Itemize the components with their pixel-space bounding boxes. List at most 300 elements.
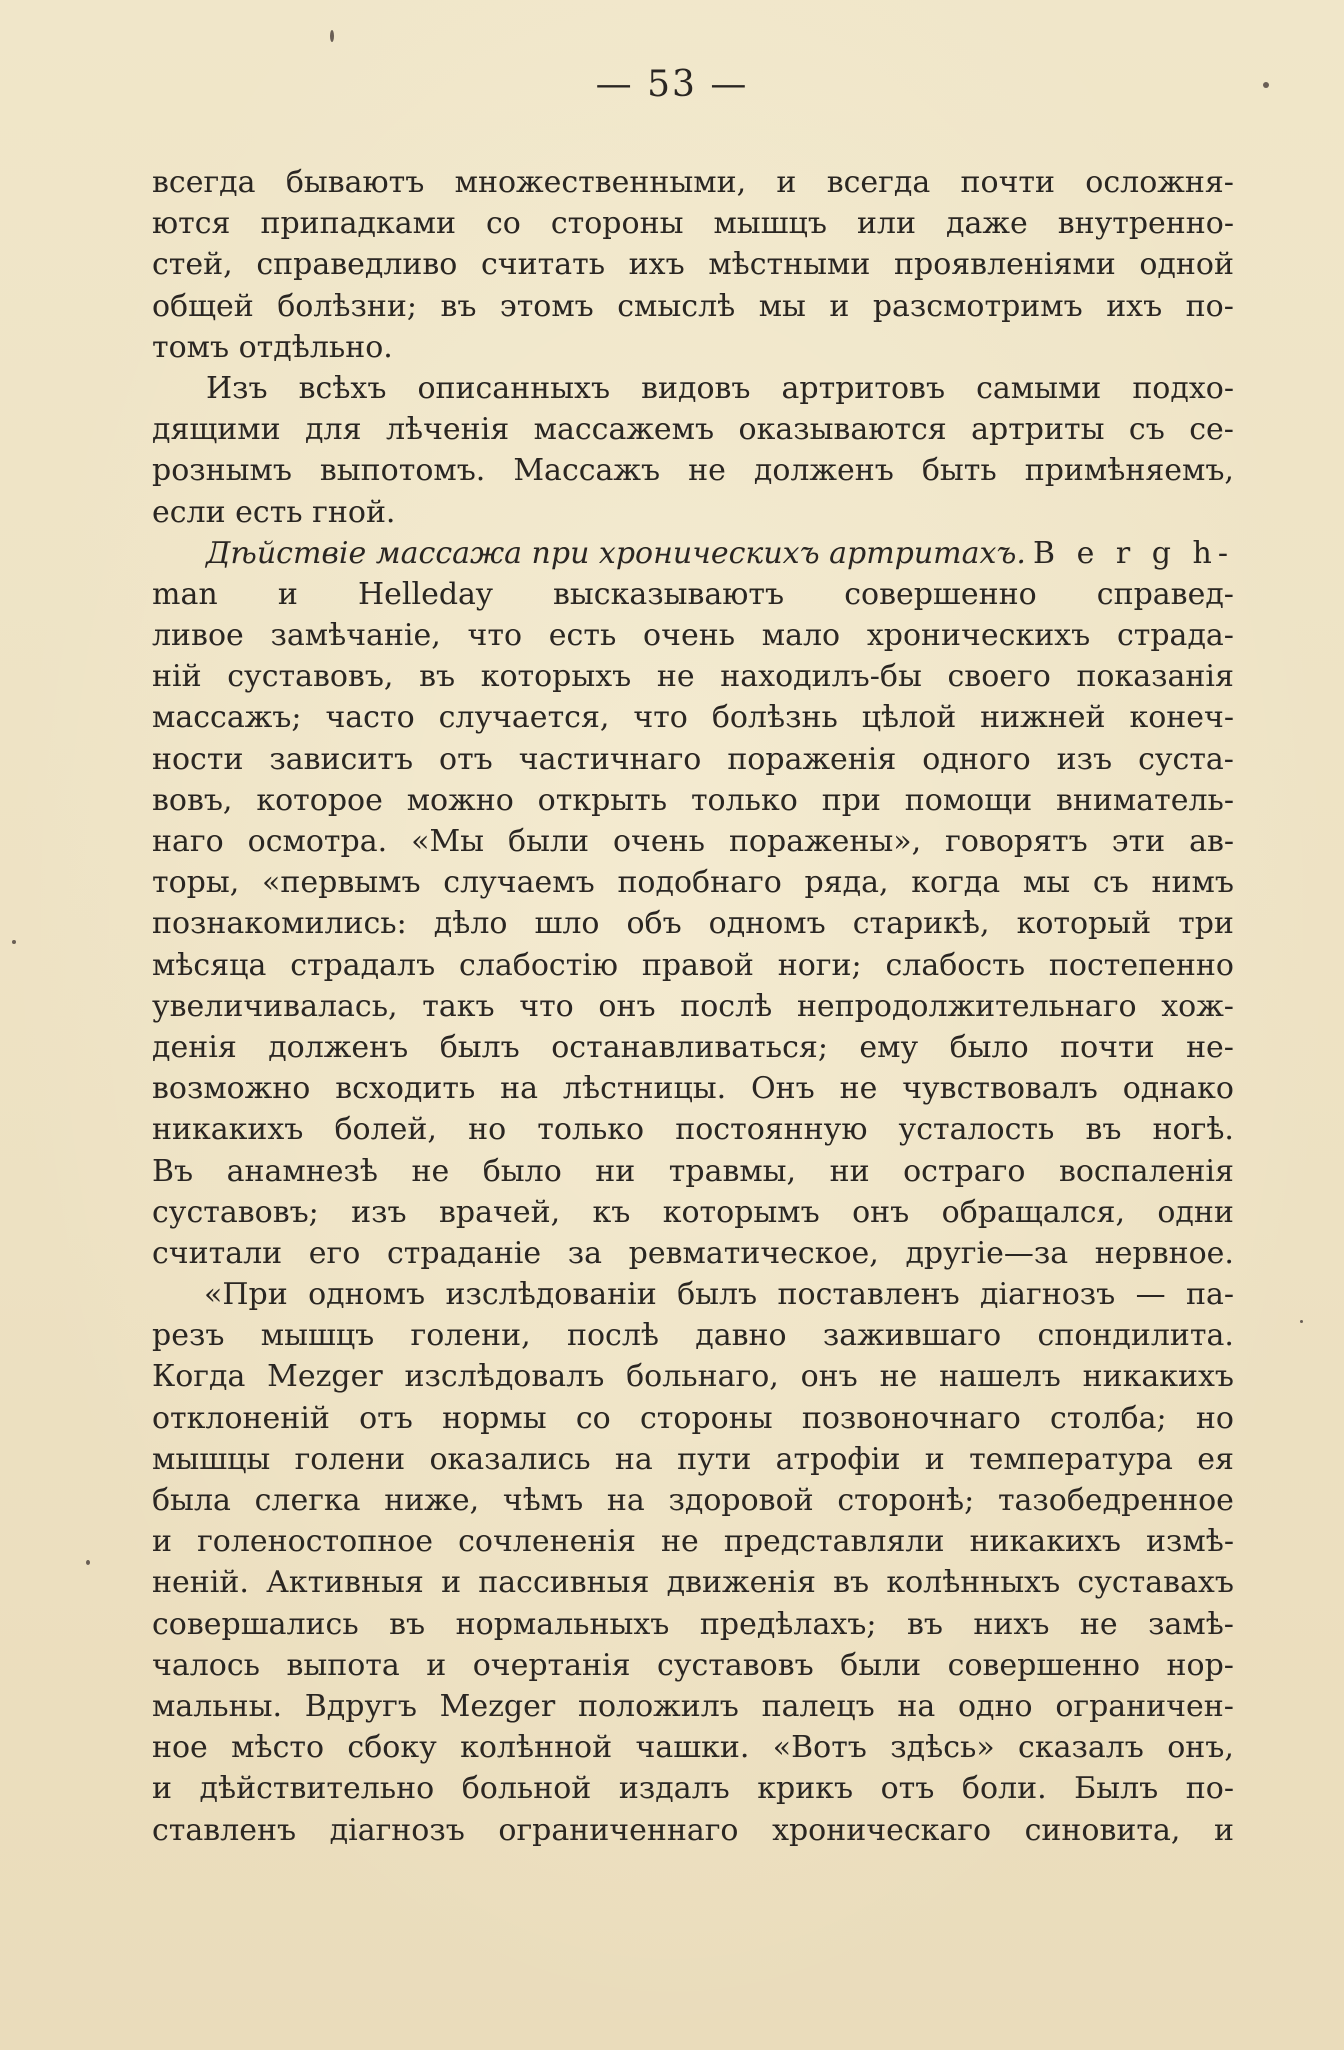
word: рознымъ <box>152 453 292 489</box>
word: Mezger <box>439 1688 556 1724</box>
word: движенія <box>666 1565 816 1601</box>
word: вовъ, <box>152 782 233 818</box>
word: всегда <box>152 165 256 200</box>
word: такъ <box>422 988 495 1024</box>
word: крикъ <box>757 1771 854 1807</box>
word: поставленъ <box>777 1277 960 1313</box>
word: ности <box>152 741 244 777</box>
word: ставленъ <box>152 1812 297 1848</box>
word: не <box>660 1524 699 1560</box>
word: совершались <box>152 1606 359 1642</box>
ink-speck <box>86 1560 90 1565</box>
text-line <box>152 903 1234 944</box>
word: зависитъ <box>269 741 414 777</box>
word: нормы <box>442 1400 547 1436</box>
word: въ <box>833 1565 870 1601</box>
word: частичнаго <box>518 741 702 777</box>
word: осмотра. <box>247 824 388 859</box>
word: со <box>485 206 521 242</box>
word: сказалъ <box>1018 1730 1144 1766</box>
word: изслѣдовалъ <box>404 1359 605 1395</box>
word: ему <box>859 1029 919 1065</box>
text-line <box>152 780 1234 821</box>
word: боли. <box>961 1771 1047 1807</box>
word: одной <box>1139 247 1234 283</box>
word: помощи <box>904 782 1033 818</box>
word: здѣсь» <box>890 1730 995 1766</box>
word: была <box>152 1483 231 1518</box>
word: очень <box>643 618 736 654</box>
word: которыхъ <box>480 659 632 695</box>
word: цѣлой <box>861 700 957 736</box>
word: примѣняемъ, <box>1024 453 1234 489</box>
word: ревматическое, <box>628 1235 879 1271</box>
word: но <box>1195 1400 1234 1436</box>
word: ни <box>595 1153 636 1189</box>
ink-speck <box>1300 1320 1303 1323</box>
word: одномъ <box>708 906 826 942</box>
word: ногѣ. <box>1152 1112 1234 1148</box>
word: чалось <box>152 1647 260 1683</box>
word: не- <box>1186 1029 1234 1065</box>
word: множественными, <box>454 165 747 200</box>
word: пассивныя <box>478 1565 650 1601</box>
word: открыть <box>537 782 668 818</box>
text-line <box>152 1151 1234 1192</box>
word: не <box>688 453 726 489</box>
word: слабость <box>885 947 1026 983</box>
word: почти <box>1060 1029 1155 1065</box>
word: голени, <box>410 1318 531 1354</box>
word: на <box>606 1483 645 1518</box>
word: послѣ <box>566 1318 659 1354</box>
word: ограниченнаго <box>498 1812 739 1848</box>
word: ихъ <box>1106 288 1163 324</box>
word: долженъ <box>753 453 894 489</box>
word: массажемъ <box>533 412 715 448</box>
text-line <box>152 409 1234 450</box>
word: страдалъ <box>290 947 436 983</box>
word: дѣло <box>433 906 508 942</box>
word: суста- <box>1138 741 1234 777</box>
word: суставовъ <box>657 1647 814 1683</box>
word: ются <box>152 206 231 242</box>
text-line <box>152 1233 1234 1274</box>
word: другіе—за <box>905 1235 1069 1271</box>
word: больной <box>461 1771 592 1807</box>
word: ниже, <box>384 1483 480 1518</box>
section-heading: Дѣйствіе массажа при хроническихъ артритахъ. <box>206 535 1026 571</box>
word: описанныхъ <box>417 370 611 406</box>
word: случается, <box>438 700 610 736</box>
word: одно <box>958 1688 1033 1724</box>
word: торы, <box>152 865 240 901</box>
word: были <box>840 1647 922 1683</box>
word: стей, <box>152 247 233 283</box>
word: никакихъ <box>969 1524 1121 1560</box>
word: атрофіи <box>775 1441 901 1477</box>
word: почти <box>960 165 1055 200</box>
text-line <box>152 450 1234 491</box>
word: но <box>468 1112 507 1148</box>
word: лѣченія <box>385 412 510 448</box>
word: анамнезѣ <box>226 1153 378 1189</box>
text-line <box>152 615 1234 656</box>
word: зажившаго <box>822 1318 1002 1354</box>
word: усталость <box>898 1112 1055 1148</box>
word: болей, <box>334 1112 437 1148</box>
word: поражены», <box>728 824 922 859</box>
word: въ <box>389 1606 426 1642</box>
word: онъ, <box>1167 1730 1234 1766</box>
word: пути <box>677 1441 752 1477</box>
word: на <box>614 1441 653 1477</box>
word: Въ <box>152 1153 194 1189</box>
word: ливое <box>152 618 244 654</box>
text-line <box>152 1356 1234 1397</box>
word: самыми <box>976 370 1102 406</box>
word: высказываютъ <box>553 576 785 612</box>
word: отклоненій <box>152 1400 330 1436</box>
word: съ <box>1092 865 1129 901</box>
word: и <box>441 1565 462 1601</box>
word: мало <box>761 618 841 654</box>
word: разсмотримъ <box>872 288 1083 324</box>
word: Былъ <box>1074 1771 1159 1807</box>
text-line <box>152 739 1234 780</box>
word: и <box>277 576 298 612</box>
word: ное <box>152 1730 208 1766</box>
word: въ <box>906 1606 943 1642</box>
word: представляли <box>723 1524 945 1560</box>
word: что <box>633 700 688 736</box>
word: при <box>821 782 881 818</box>
word: не <box>1079 1606 1118 1642</box>
word: изъ <box>1056 741 1113 777</box>
text-line <box>152 1686 1234 1727</box>
word: только <box>537 1112 645 1148</box>
word: три <box>1178 906 1234 942</box>
word: случаемъ <box>443 865 595 901</box>
word: и <box>776 165 797 200</box>
word: «Мы <box>411 824 485 859</box>
word: выпота <box>286 1647 400 1683</box>
word: можно <box>406 782 514 818</box>
word: и <box>152 1771 172 1807</box>
word: діагнозъ <box>329 1812 465 1848</box>
word: замѣ- <box>1148 1606 1234 1642</box>
word: однако <box>1122 1071 1234 1107</box>
word: се- <box>1189 412 1234 448</box>
text-line <box>152 1562 1234 1603</box>
word: хроническихъ <box>866 618 1091 654</box>
word: бываютъ <box>285 165 425 200</box>
word: были <box>508 824 590 859</box>
word: колѣнныхъ <box>886 1565 1061 1601</box>
word: лѣстницы. <box>562 1071 727 1107</box>
word: Онъ <box>751 1071 815 1107</box>
word: палецъ <box>761 1688 875 1724</box>
word: проявленіями <box>894 247 1116 283</box>
text-line <box>152 1109 1234 1150</box>
author-name: B e r g h- <box>1033 535 1234 571</box>
word: постоянную <box>675 1112 868 1148</box>
word: по- <box>1185 288 1234 324</box>
word: долженъ <box>268 1029 409 1065</box>
word: по- <box>1185 1771 1234 1807</box>
word: предѣлахъ; <box>699 1606 877 1642</box>
word: останавливаться; <box>551 1029 828 1065</box>
word: конеч- <box>1129 700 1234 736</box>
word: показанія <box>1076 659 1234 695</box>
word: издалъ <box>618 1771 730 1807</box>
word: болѣзни; <box>277 288 417 324</box>
text-line <box>152 1315 1234 1356</box>
word: нормальныхъ <box>455 1606 670 1642</box>
word: больнаго, <box>626 1359 779 1395</box>
text-line <box>152 1480 1234 1521</box>
word: быть <box>921 453 997 489</box>
word: видовъ <box>641 370 751 406</box>
word: со <box>575 1400 611 1436</box>
word: тазобедренное <box>997 1483 1234 1518</box>
word: Mezger <box>267 1359 383 1395</box>
word: послѣ <box>680 988 773 1024</box>
word: мѣсто <box>231 1730 325 1766</box>
word: стороны <box>639 1400 773 1436</box>
word: суставовъ, <box>227 659 394 695</box>
word: на <box>897 1688 936 1724</box>
word: дѣйствительно <box>199 1771 435 1807</box>
word: страда- <box>1116 618 1234 654</box>
word: ряда, <box>804 865 889 901</box>
word: общей <box>152 288 254 324</box>
word: чѣмъ <box>502 1483 584 1518</box>
word: увеличивалась, <box>152 988 398 1024</box>
word: къ <box>592 1194 631 1230</box>
word: нервное. <box>1094 1235 1234 1271</box>
text-line <box>152 821 1234 862</box>
word: сторонѣ; <box>837 1483 975 1518</box>
word: спондилита. <box>1037 1318 1234 1354</box>
word: воспаленія <box>1058 1153 1234 1189</box>
word: было <box>482 1153 562 1189</box>
word: за <box>567 1235 603 1271</box>
text-line <box>152 697 1234 738</box>
word: оказались <box>429 1441 591 1477</box>
word: шло <box>534 906 600 942</box>
word: считали <box>152 1235 283 1271</box>
word: чувствовалъ <box>902 1071 1098 1107</box>
word: совершенно <box>844 576 1037 612</box>
word: онъ <box>852 1194 910 1230</box>
section-heading-line <box>152 533 1234 574</box>
word: старикѣ, <box>852 906 990 942</box>
text-line <box>152 574 1234 615</box>
text-line: томъ отдѣльно. <box>152 329 393 365</box>
word: колѣнной <box>460 1730 613 1766</box>
word: мышцы <box>152 1441 271 1477</box>
word: мышцъ <box>713 206 827 242</box>
word: мы <box>1022 865 1071 901</box>
word: мышцъ <box>260 1318 375 1354</box>
word: не <box>656 659 695 695</box>
text-line <box>152 1274 1234 1315</box>
page-number: — 53 — <box>595 64 749 105</box>
text-line <box>152 656 1234 697</box>
text-line <box>152 862 1234 903</box>
word: съ <box>1128 412 1165 448</box>
word: подобнаго <box>617 865 782 901</box>
word: ав- <box>1189 824 1234 859</box>
word: эти <box>1111 824 1166 859</box>
word: правой <box>641 947 754 983</box>
word: столба; <box>1050 1400 1167 1436</box>
word: мальны. <box>152 1688 283 1724</box>
word: на <box>500 1071 539 1107</box>
word: давно <box>695 1318 787 1354</box>
word: суставахъ <box>1077 1565 1234 1601</box>
word: нижней <box>980 700 1106 736</box>
word: синовита, <box>1024 1812 1181 1848</box>
word: мы <box>758 288 806 324</box>
word: отъ <box>439 741 493 777</box>
word: смыслѣ <box>617 288 736 324</box>
word: онъ <box>800 1359 858 1395</box>
word: слабостію <box>459 947 619 983</box>
word: не <box>411 1153 450 1189</box>
word: есть <box>548 618 617 654</box>
word: артритовъ <box>781 370 946 406</box>
word: Helleday <box>357 576 493 612</box>
ink-speck <box>12 940 16 944</box>
word: діагнозъ <box>980 1277 1116 1313</box>
word: не <box>879 1359 918 1395</box>
word: справедливо <box>256 247 458 283</box>
word: замѣчаніе, <box>270 618 441 654</box>
word: остраго <box>903 1153 1026 1189</box>
word: отъ <box>359 1400 413 1436</box>
word: справед- <box>1096 576 1234 612</box>
word: въ <box>440 288 477 324</box>
word: былъ <box>677 1277 758 1313</box>
word: никакихъ <box>1082 1359 1234 1395</box>
text-line <box>152 1027 1234 1068</box>
word: нимъ <box>1151 865 1234 901</box>
word: травмы, <box>668 1153 797 1189</box>
word: припадками <box>260 206 456 242</box>
body-text <box>152 162 1234 1851</box>
text-line <box>152 1521 1234 1562</box>
word: Изъ <box>206 370 268 406</box>
word: страданіе <box>386 1235 542 1271</box>
word: врачей, <box>439 1194 561 1230</box>
word: нашелъ <box>939 1359 1061 1395</box>
word: въ <box>419 659 456 695</box>
text-line <box>152 286 1234 327</box>
word: ограничен- <box>1055 1688 1234 1724</box>
text-line <box>152 203 1234 244</box>
word: нихъ <box>973 1606 1050 1642</box>
word: Когда <box>152 1359 246 1395</box>
word: постепенно <box>1048 947 1234 983</box>
word: внутренно- <box>1057 206 1234 242</box>
text-line <box>152 1439 1234 1480</box>
word: мѣсяца <box>152 947 267 983</box>
ink-speck <box>330 30 334 42</box>
word: измѣ- <box>1146 1524 1234 1560</box>
word: объ <box>626 906 682 942</box>
word: этомъ <box>499 288 594 324</box>
word: отъ <box>880 1771 935 1807</box>
word: дящими <box>152 412 281 448</box>
word: даже <box>946 206 1028 242</box>
word: обращался, <box>941 1194 1125 1230</box>
word: слегка <box>254 1483 361 1518</box>
word: ея <box>1197 1441 1234 1477</box>
word: что <box>467 618 523 654</box>
text-line <box>152 945 1234 986</box>
word: и <box>152 1524 172 1560</box>
word: нор- <box>1166 1647 1234 1683</box>
word: подхо- <box>1132 370 1234 406</box>
word: онъ <box>598 988 656 1024</box>
word: своего <box>947 659 1051 695</box>
ink-speck <box>1263 82 1269 88</box>
word: чашки. <box>635 1730 750 1766</box>
word: сбоку <box>347 1730 437 1766</box>
text-line <box>152 368 1234 409</box>
word: оказываются <box>738 412 947 448</box>
word: совершенно <box>947 1647 1141 1683</box>
text-line <box>152 1645 1234 1686</box>
word: «первымъ <box>262 865 421 901</box>
word: одномъ <box>308 1277 426 1313</box>
text-line <box>152 986 1234 1027</box>
word: его <box>308 1235 361 1271</box>
text-line: если есть гной. <box>152 494 396 530</box>
word: которое <box>256 782 383 818</box>
word: «Вотъ <box>772 1730 867 1766</box>
text-line <box>152 1068 1234 1109</box>
word: па- <box>1185 1277 1234 1313</box>
word: очертанія <box>472 1647 631 1683</box>
word: стороны <box>550 206 684 242</box>
text-line <box>152 1727 1234 1768</box>
word: ихъ <box>628 247 685 283</box>
word: Массажъ <box>513 453 661 489</box>
word: массажъ; <box>152 700 302 736</box>
word: который <box>1016 906 1152 942</box>
word: и <box>426 1647 447 1683</box>
word: ній <box>152 659 202 695</box>
word: познакомились: <box>152 906 407 942</box>
word: часто <box>325 700 415 736</box>
text-line <box>152 1398 1234 1439</box>
text-line <box>152 1192 1234 1233</box>
text-line <box>152 1604 1234 1645</box>
word: положилъ <box>577 1688 739 1724</box>
word: только <box>690 782 798 818</box>
word: Активныя <box>266 1565 424 1601</box>
word: былъ <box>439 1029 520 1065</box>
word: — <box>1135 1277 1166 1313</box>
word: и <box>924 1441 945 1477</box>
word: что <box>519 988 574 1024</box>
text-line <box>152 162 1234 203</box>
word: считать <box>480 247 606 283</box>
word: всегда <box>826 165 931 200</box>
